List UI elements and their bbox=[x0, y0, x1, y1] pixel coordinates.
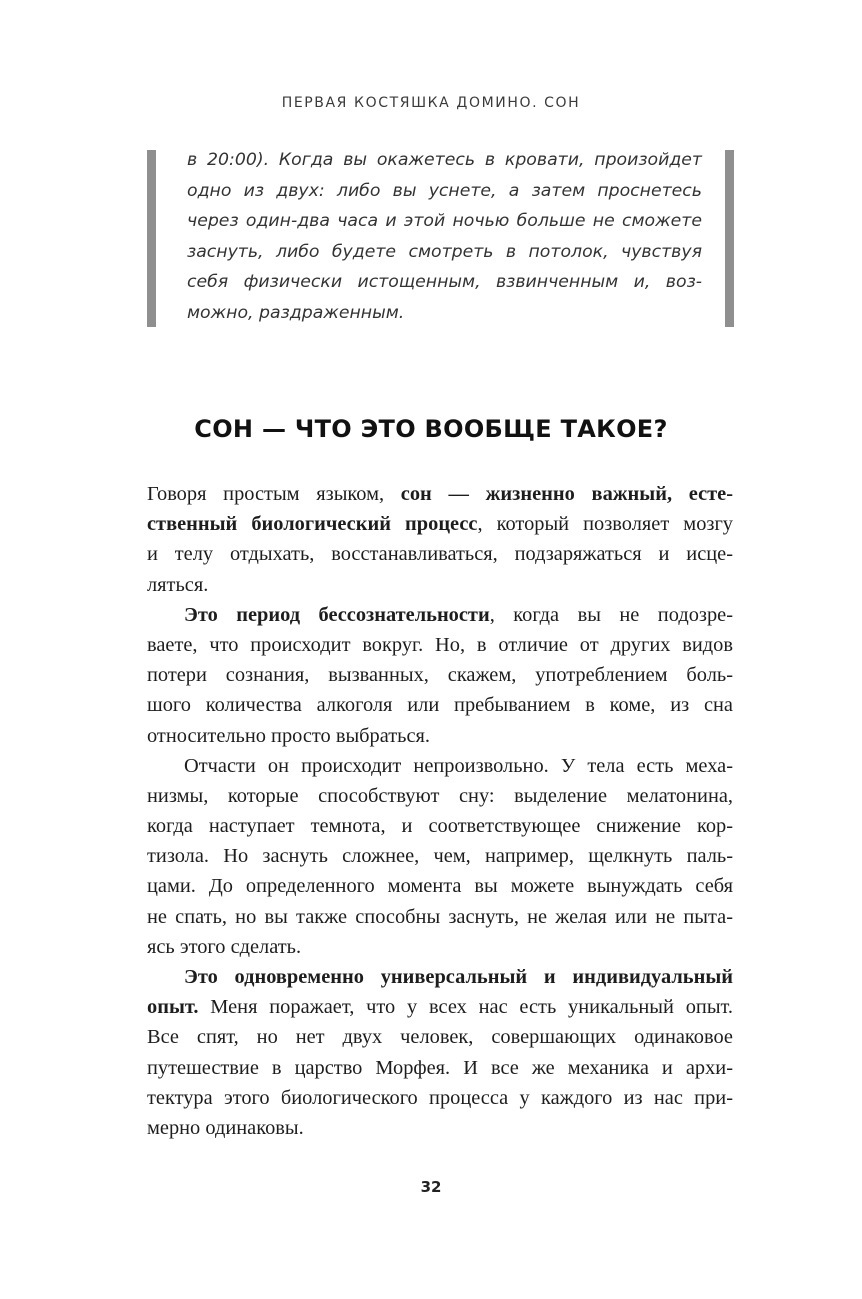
text-run: Меня поражает, что у всех нас есть уникальный опыт. bbox=[198, 996, 733, 1019]
paragraph-line: ляться. bbox=[147, 573, 209, 596]
bold-run: ственный биологический процесс bbox=[147, 513, 478, 536]
quote-line: себя физически истощенным, взвинченным и, воз- bbox=[187, 272, 702, 293]
quote-bar-left bbox=[147, 150, 156, 327]
paragraph-line bbox=[147, 992, 733, 1022]
quote-block bbox=[147, 150, 734, 327]
paragraph-line: цами. До определенного момента вы можете вынуждать себя bbox=[147, 875, 733, 898]
paragraph-line: потери сознания, вызванных, скажем, употреблением боль- bbox=[147, 664, 733, 687]
paragraph-line: шого количества алкоголя или пребыванием в коме, из сна bbox=[147, 694, 733, 717]
quote-text bbox=[187, 145, 702, 329]
quote-line: через один-два часа и этой ночью больше не сможете bbox=[187, 211, 702, 232]
text-run: Говоря простым языком, bbox=[147, 483, 401, 505]
paragraph-line: ясь этого сделать. bbox=[147, 935, 302, 958]
paragraph-line bbox=[147, 962, 733, 992]
paragraph-line: тектура этого биологического процесса у каждого из нас при- bbox=[147, 1086, 733, 1109]
page-number: 32 bbox=[420, 1178, 442, 1196]
paragraph-line: Отчасти он происходит непроизвольно. У тела есть меха- bbox=[184, 754, 733, 777]
paragraph-line: относительно просто выбраться. bbox=[147, 724, 431, 747]
paragraph-line: мерно одинаковы. bbox=[147, 1116, 304, 1139]
section-heading: СОН — ЧТО ЭТО ВООБЩЕ ТАКОЕ? bbox=[194, 415, 668, 443]
bold-run: опыт. bbox=[147, 996, 199, 1019]
quote-line: можно, раздраженным. bbox=[187, 302, 405, 323]
quote-bar-right bbox=[725, 150, 734, 327]
running-head: ПЕРВАЯ КОСТЯШКА ДОМИНО. СОН bbox=[281, 95, 581, 111]
paragraph-line: и телу отдыхать, восстанавливаться, подзаряжаться и исце- bbox=[147, 543, 733, 566]
paragraph-line: не спать, но вы также способны заснуть, не желая или не пыта- bbox=[147, 905, 733, 928]
paragraph-line: путешествие в царство Морфея. И все же механика и архи- bbox=[147, 1056, 733, 1079]
bold-run: Это период бессознательности bbox=[184, 603, 490, 626]
bold-run: сон — жизненно важный, есте- bbox=[400, 483, 733, 505]
paragraph-line: когда наступает темнота, и соответствующее снижение кор- bbox=[147, 815, 733, 838]
paragraph-line bbox=[147, 479, 733, 509]
paragraph-line bbox=[147, 509, 733, 539]
paragraph-line: Все спят, но нет двух человек, совершающих одинаковое bbox=[147, 1026, 733, 1049]
body-text bbox=[147, 479, 733, 1143]
text-run: , когда вы не подозре- bbox=[489, 603, 733, 626]
paragraph-line: низмы, которые способствуют сну: выделение мелатонина, bbox=[147, 784, 733, 807]
paragraph-line: тизола. Но заснуть сложнее, чем, например, щелкнуть паль- bbox=[147, 845, 733, 868]
bold-run: Это одновременно универсальный и индивидуальный bbox=[184, 966, 733, 988]
text-run: , который позволяет мозгу bbox=[477, 513, 734, 536]
quote-line: заснуть, либо будете смотреть в потолок, чувствуя bbox=[187, 241, 702, 262]
quote-line: в 20:00). Когда вы окажетесь в кровати, произойдет bbox=[187, 150, 702, 170]
paragraph-line: ваете, что происходит вокруг. Но, в отличие от других видов bbox=[147, 633, 733, 656]
paragraph-line bbox=[147, 600, 733, 630]
quote-line: одно из двух: либо вы уснете, а затем проснетесь bbox=[187, 180, 702, 201]
